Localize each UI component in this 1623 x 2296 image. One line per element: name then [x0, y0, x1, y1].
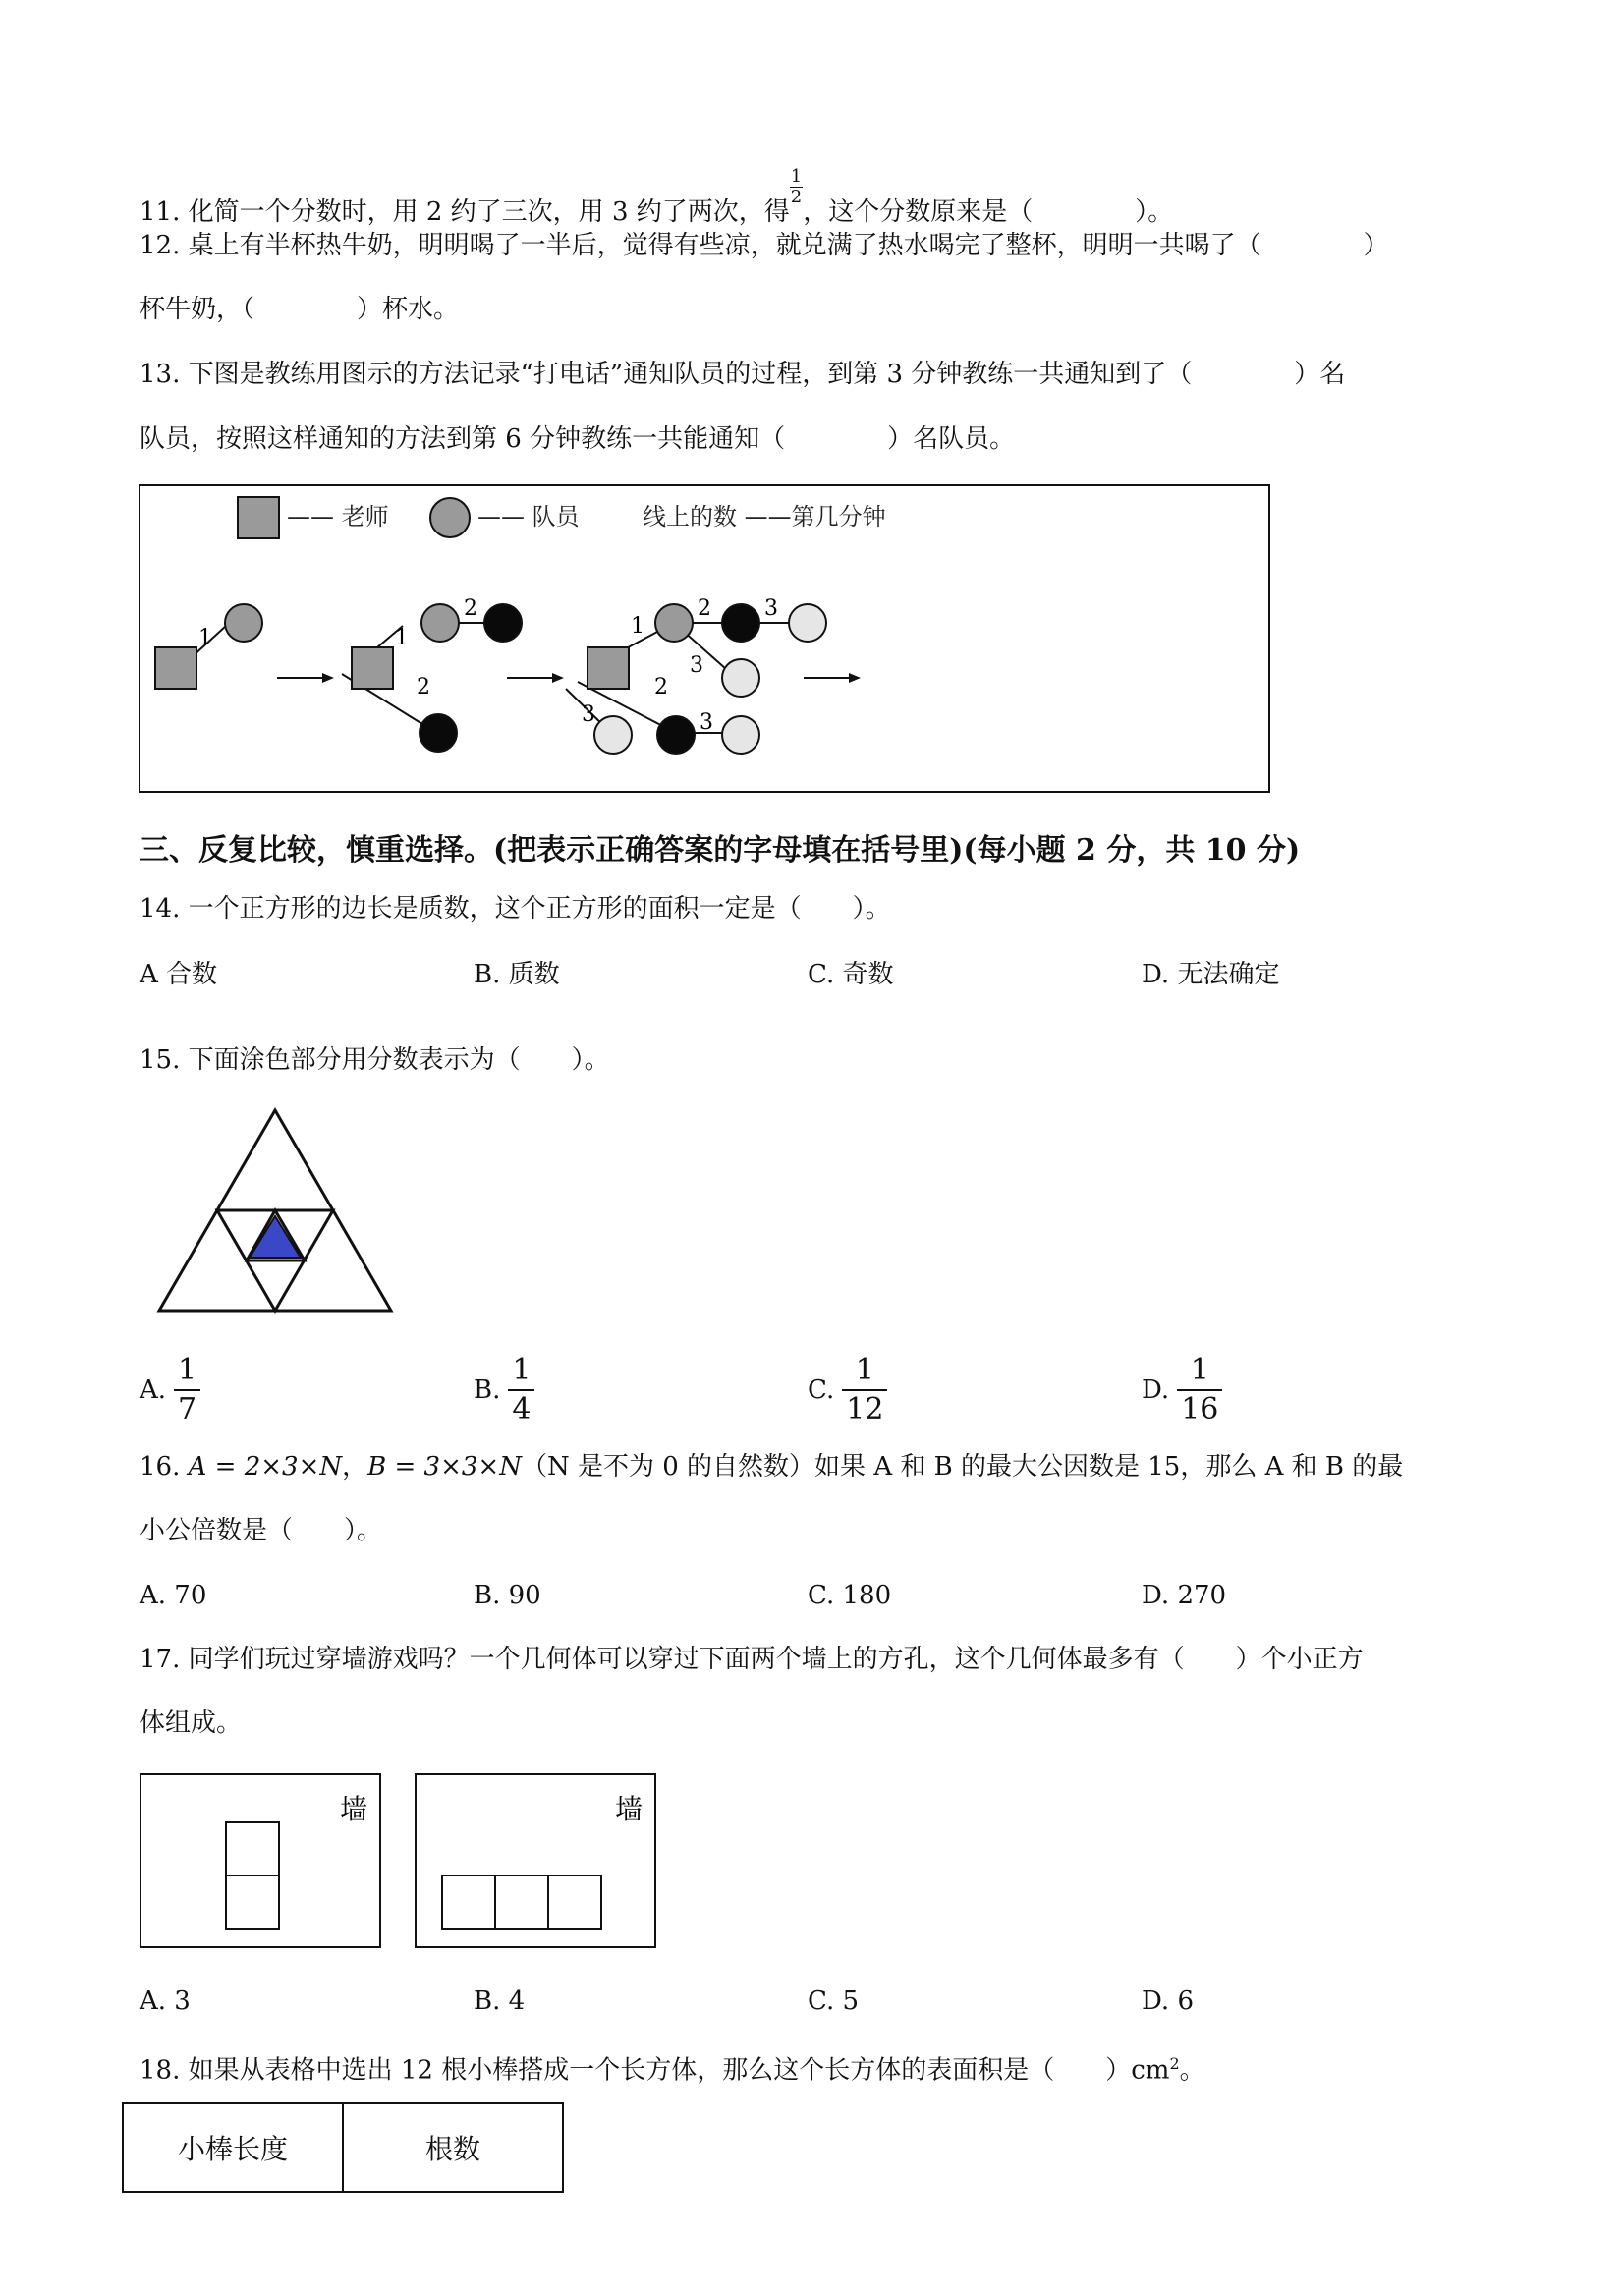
- q16-b-expr: B = 3×3×N: [367, 1452, 522, 1482]
- legend-number-label: 线上的数 ——第几分钟: [643, 503, 886, 531]
- q14-option-a: A 合数: [140, 960, 218, 989]
- wall-label: 墙: [615, 1793, 644, 1825]
- q14-stem: 14. 一个正方形的边长是质数，这个正方形的面积一定是（ ）。: [140, 894, 891, 924]
- frac-den: 12: [846, 1392, 884, 1427]
- q15-option-b: [474, 1352, 534, 1428]
- arrow-1-head: [322, 673, 334, 683]
- hole-square: [548, 1876, 601, 1929]
- minute-label: 3: [700, 710, 713, 735]
- phone-tree-diagram: [140, 485, 1279, 796]
- section-3-title: 三、反复比较，慎重选择。(把表示正确答案的字母填在括号里)(每小题 2 分，共 10 分): [140, 833, 1301, 868]
- q11-fraction: [790, 167, 803, 207]
- minute-label: 1: [395, 626, 409, 650]
- minute-label: 3: [690, 653, 703, 678]
- member-circle: [722, 716, 759, 754]
- option-fraction: [842, 1352, 887, 1428]
- q15-triangle-figure: [155, 1098, 401, 1315]
- q15-option-a: [140, 1352, 200, 1428]
- stage-2: [342, 596, 522, 752]
- q17-option-a: A. 3: [140, 1987, 191, 2016]
- teacher-square: [588, 647, 629, 689]
- diagram-frame: [140, 485, 1269, 792]
- q16-option-c: C. 180: [808, 1581, 892, 1610]
- member-circle: [421, 604, 459, 642]
- q16-rest: （N 是不为 0 的自然数）如果 A 和 B 的最大公因数是 15，那么 A 和 B 的最: [521, 1452, 1404, 1482]
- member-circle: [789, 604, 826, 642]
- hole-square: [226, 1822, 279, 1876]
- member-circle: [594, 716, 632, 754]
- minute-label: 2: [464, 596, 477, 621]
- arrow-3-head: [849, 673, 861, 683]
- q11-frac-num: 1: [790, 166, 803, 187]
- member-circle: [484, 604, 522, 642]
- arrow-2-head: [552, 673, 564, 683]
- q16-option-d: D. 270: [1142, 1581, 1227, 1610]
- frac-num: 1: [1177, 1352, 1222, 1391]
- q15-stem: 15. 下面涂色部分用分数表示为（ ）。: [140, 1045, 610, 1075]
- minute-label: 3: [582, 702, 595, 727]
- legend-teacher-square: [238, 497, 279, 538]
- frac-den: 7: [178, 1392, 197, 1427]
- hole-square: [226, 1876, 279, 1929]
- q11-post: ，这个分数原来是（ ）。: [803, 197, 1174, 227]
- frac-num: 1: [842, 1352, 887, 1391]
- q14-option-c: C. 奇数: [808, 960, 894, 989]
- q13-line2: 队员，按照这样通知的方法到第 6 分钟教练一共能通知（ ）名队员。: [140, 424, 1016, 454]
- table-header-cell: 根数: [343, 2103, 563, 2192]
- legend-member-circle: [430, 498, 470, 537]
- q17-option-b: B. 4: [474, 1987, 526, 2016]
- q17-line1: 17. 同学们玩过穿墙游戏吗？一个几何体可以穿过下面两个墙上的方孔，这个几何体最多有（ ）个小正方: [140, 1645, 1364, 1674]
- q12-line1: 12. 桌上有半杯热牛奶，明明喝了一半后，觉得有些凉，就兑满了热水喝完了整杯，明明一共喝了（ ）: [140, 231, 1389, 260]
- frac-num: 1: [508, 1352, 534, 1391]
- q11-text: [140, 167, 1173, 229]
- q13-line1: 13. 下图是教练用图示的方法记录“打电话”通知队员的过程，到第 3 分钟教练一共通知到了（ ）名: [140, 360, 1346, 389]
- option-fraction: [1177, 1352, 1222, 1428]
- q11-frac-den: 2: [790, 187, 803, 207]
- q16-option-b: B. 90: [474, 1581, 541, 1610]
- hole-square: [495, 1876, 548, 1929]
- member-circle: [657, 716, 695, 754]
- minute-label: 3: [764, 596, 778, 621]
- stage-1: [155, 604, 262, 689]
- wall-label: 墙: [340, 1793, 368, 1825]
- minute-label: 1: [631, 614, 644, 639]
- frac-den: 4: [512, 1392, 532, 1427]
- q16-sep: ，: [342, 1452, 368, 1482]
- q16-number: 16.: [140, 1452, 181, 1482]
- table-header-cell: 小棒长度: [123, 2103, 343, 2192]
- frac-den: 16: [1181, 1392, 1219, 1427]
- minute-label: 1: [198, 626, 212, 650]
- option-label: C.: [808, 1375, 835, 1405]
- q14-option-b: B. 质数: [474, 960, 560, 989]
- member-circle: [722, 604, 759, 642]
- q16-line1: [140, 1450, 1403, 1484]
- member-circle: [225, 604, 262, 642]
- q17-wall-2: [415, 1773, 670, 1956]
- q15-option-d: [1142, 1352, 1222, 1428]
- q11-pre: 11. 化简一个分数时，用 2 约了三次，用 3 约了两次，得: [140, 197, 790, 227]
- stage-3: [566, 596, 826, 754]
- q15-option-c: [808, 1352, 887, 1428]
- q16-a-expr: A = 2×3×N: [188, 1452, 343, 1482]
- member-circle: [420, 714, 457, 752]
- q16-line2: 小公倍数是（ ）。: [140, 1516, 383, 1545]
- q17-wall-1: [140, 1773, 395, 1956]
- q17-line2: 体组成。: [140, 1708, 243, 1738]
- table-header-row: [123, 2103, 563, 2192]
- option-fraction: [508, 1352, 534, 1428]
- hole-square: [442, 1876, 495, 1929]
- q17-option-c: C. 5: [808, 1987, 860, 2016]
- q18-stem-pre: 18. 如果从表格中选出 12 根小棒搭成一个长方体，那么这个长方体的表面积是（ ）cm: [140, 2055, 1170, 2086]
- q14-option-d: D. 无法确定: [1142, 960, 1280, 989]
- member-circle: [655, 604, 693, 642]
- q18-stem-sup: 2: [1169, 2054, 1180, 2073]
- q17-option-d: D. 6: [1142, 1987, 1194, 2016]
- q12-line2: 杯牛奶，（ ）杯水。: [140, 295, 460, 324]
- minute-label: 2: [654, 675, 668, 700]
- minute-label: 2: [698, 596, 711, 621]
- option-fraction: [174, 1352, 200, 1428]
- member-circle: [722, 659, 759, 697]
- q16-option-a: A. 70: [140, 1581, 207, 1610]
- option-label: A.: [140, 1375, 167, 1405]
- q18-table: [122, 2102, 564, 2193]
- legend-teacher-label: —— 老师: [287, 503, 389, 531]
- option-label: B.: [474, 1375, 501, 1405]
- teacher-square: [352, 647, 393, 689]
- q18-stem: [140, 2047, 1205, 2088]
- q18-stem-post: 。: [1179, 2055, 1205, 2086]
- option-label: D.: [1142, 1375, 1170, 1405]
- minute-label: 2: [417, 675, 430, 700]
- frac-num: 1: [174, 1352, 200, 1391]
- legend-member-label: —— 队员: [477, 503, 580, 531]
- teacher-square: [155, 647, 196, 689]
